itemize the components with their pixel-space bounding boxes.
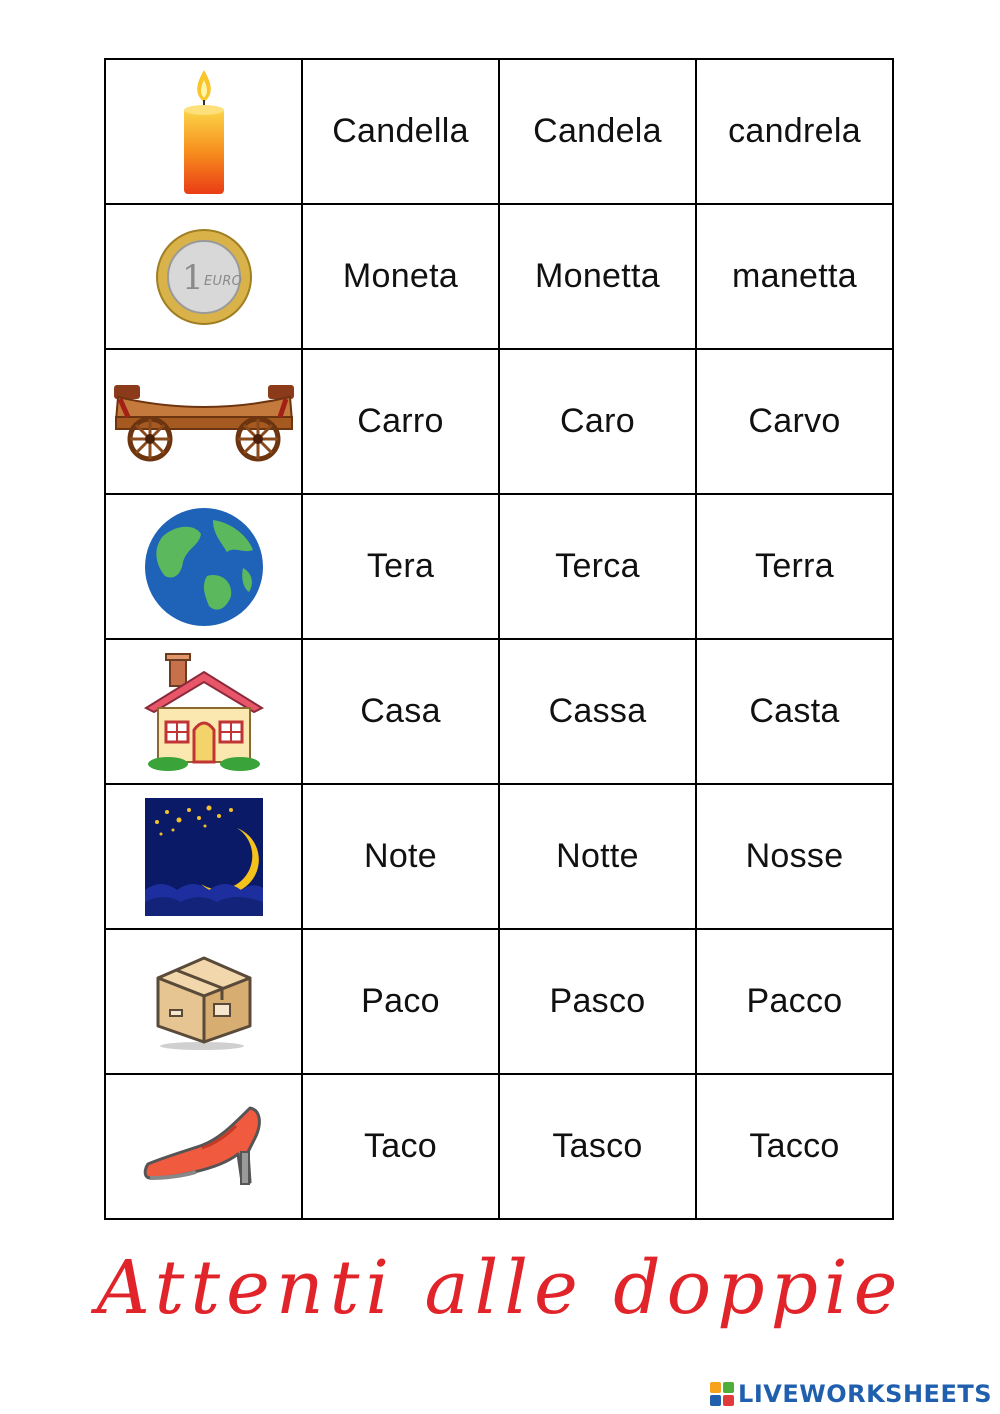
candle-icon (174, 66, 234, 198)
word-option[interactable]: Notte (499, 784, 696, 929)
word-option[interactable]: Monetta (499, 204, 696, 349)
word-option[interactable]: Tera (302, 494, 499, 639)
picture-cell (105, 1074, 302, 1219)
word-option[interactable]: Nosse (696, 784, 893, 929)
picture-cell (105, 784, 302, 929)
picture-cell (105, 59, 302, 204)
brand-logo-icon (710, 1382, 734, 1406)
table-row (105, 784, 893, 929)
word-option[interactable]: Note (302, 784, 499, 929)
word-option[interactable]: manetta (696, 204, 893, 349)
word-option[interactable]: Moneta (302, 204, 499, 349)
coin-label-text: EURO (203, 273, 242, 289)
brand-watermark (710, 1380, 992, 1408)
word-option[interactable]: Cassa (499, 639, 696, 784)
word-option[interactable]: Paco (302, 929, 499, 1074)
word-option[interactable]: Tacco (696, 1074, 893, 1219)
wagon-icon (110, 377, 298, 467)
word-option[interactable]: Pasco (499, 929, 696, 1074)
picture-cell (105, 349, 302, 494)
word-option[interactable]: Pacco (696, 929, 893, 1074)
picture-cell (105, 929, 302, 1074)
word-option[interactable]: Terca (499, 494, 696, 639)
table-row (105, 639, 893, 784)
worksheet-title: Attenti alle doppie (96, 1245, 904, 1331)
word-option[interactable]: Caro (499, 349, 696, 494)
picture-cell (105, 639, 302, 784)
word-option[interactable]: Tasco (499, 1074, 696, 1219)
brand-name: LIVEWORKSHEETS (738, 1380, 992, 1408)
table-row (105, 349, 893, 494)
table-row (105, 1074, 893, 1219)
word-option[interactable]: candrela (696, 59, 893, 204)
earth-icon (143, 506, 265, 628)
word-option[interactable]: Candella (302, 59, 499, 204)
euro-coin-icon (154, 227, 254, 327)
table-row (105, 494, 893, 639)
coin-value-text: 1 (181, 257, 204, 298)
picture-cell (105, 204, 302, 349)
word-option[interactable]: Casta (696, 639, 893, 784)
word-option[interactable]: Casa (302, 639, 499, 784)
word-option[interactable]: Terra (696, 494, 893, 639)
table-row (105, 929, 893, 1074)
table-row (105, 204, 893, 349)
word-option[interactable]: Candela (499, 59, 696, 204)
house-icon (142, 650, 266, 774)
moon-night-icon (145, 798, 263, 916)
word-option[interactable]: Taco (302, 1074, 499, 1219)
word-option[interactable]: Carvo (696, 349, 893, 494)
picture-cell (105, 494, 302, 639)
word-choice-table (104, 58, 894, 1220)
high-heel-shoe-icon (142, 1102, 266, 1192)
word-option[interactable]: Carro (302, 349, 499, 494)
box-icon (152, 952, 256, 1052)
table-row (105, 59, 893, 204)
